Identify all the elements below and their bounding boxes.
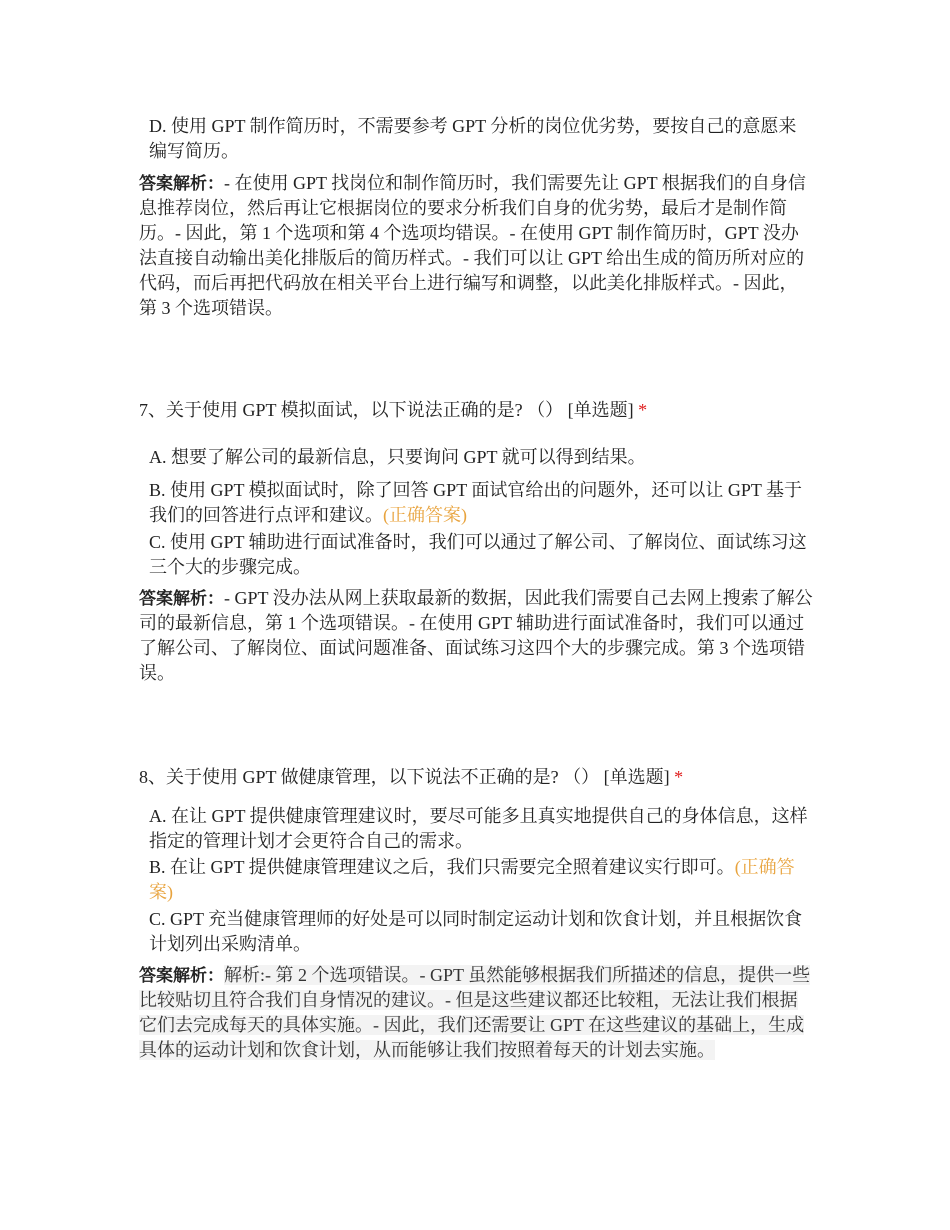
q8-option-b[interactable] — [139, 855, 814, 905]
q7-title — [139, 398, 814, 423]
q7-analysis-label: 答案解析： — [139, 589, 224, 608]
q8-analysis-text: 解析:- 第 2 个选项错误。- GPT 虽然能够根据我们所描述的信息，提供一些比较贴切且符合我们自身情况的建议。- 但是这些建议都还比较粗，无法让我们根据它们去完成每天的具体实施。- 因此，我们还需要让 GPT 在这些建议的基础上，生成具体的运动计划和饮食计划，从而能够让我们按照着每天的计划去实施。 — [139, 965, 811, 1060]
q8-option-c[interactable] — [139, 907, 814, 957]
q6-block — [139, 114, 814, 321]
q7-analysis — [139, 586, 814, 686]
q8-option-c-text: C. GPT 充当健康管理师的好处是可以同时制定运动计划和饮食计划，并且根据饮食计划列出采购清单。 — [149, 909, 803, 954]
q6-option-d[interactable] — [139, 114, 814, 164]
q8-analysis — [139, 963, 814, 1063]
q6-analysis-label: 答案解析： — [139, 174, 224, 193]
q8-correct-answer-tag: (正确答案) — [149, 857, 795, 902]
q7-option-b[interactable] — [139, 478, 814, 528]
q7-option-a-text: A. 想要了解公司的最新信息，只要询问 GPT 就可以得到结果。 — [149, 447, 646, 467]
q7-analysis-text: - GPT 没办法从网上获取最新的数据，因此我们需要自己去网上搜索了解公司的最新信息，第 1 个选项错误。- 在使用 GPT 辅助进行面试准备时，我们可以通过了解公司、了解岗位、面试问题准备、面试练习这四个大的步骤完成。第 3 个选项错误。 — [139, 588, 813, 683]
q8-option-a-text: A. 在让 GPT 提供健康管理建议时，要尽可能多且真实地提供自己的身体信息，这样指定的管理计划才会更符合自己的需求。 — [149, 806, 808, 851]
q7-block — [139, 398, 814, 686]
q7-required-mark: * — [638, 400, 648, 420]
q8-title — [139, 765, 814, 790]
q6-option-d-text: D. 使用 GPT 制作简历时，不需要参考 GPT 分析的岗位优劣势，要按自己的意愿来编写简历。 — [149, 116, 797, 161]
q8-analysis-label: 答案解析： — [139, 966, 224, 985]
q7-correct-answer-tag: (正确答案) — [383, 505, 467, 525]
q8-title-text: 8、关于使用 GPT 做健康管理，以下说法不正确的是? （） [单选题] — [139, 767, 670, 787]
q7-option-c[interactable] — [139, 530, 814, 580]
q7-option-b-text: B. 使用 GPT 模拟面试时，除了回答 GPT 面试官给出的问题外，还可以让 GPT 基于我们的回答进行点评和建议。 — [149, 480, 803, 525]
q7-option-c-text: C. 使用 GPT 辅助进行面试准备时，我们可以通过了解公司、了解岗位、面试练习这三个大的步骤完成。 — [149, 532, 807, 577]
q7-title-text: 7、关于使用 GPT 模拟面试，以下说法正确的是? （） [单选题] — [139, 400, 634, 420]
q6-analysis-text: - 在使用 GPT 找岗位和制作简历时，我们需要先让 GPT 根据我们的自身信息推荐岗位，然后再让它根据岗位的要求分析我们自身的优劣势，最后才是制作简历。- 因此，第 1 个选项和第 4 个选项均错误。- 在使用 GPT 制作简历时，GPT 没办法直接自动输出美化排版后的简历样式。- 我们可以让 GPT 给出生成的简历所对应的代码，而后再把代码放在相关平台上进行编写和调整，以此美化排版样式。- 因此，第 3 个选项错误。 — [139, 173, 806, 318]
q8-required-mark: * — [674, 767, 684, 787]
q6-analysis — [139, 171, 814, 321]
q7-option-a[interactable] — [139, 445, 814, 470]
q8-block — [139, 765, 814, 1063]
q8-option-b-text: B. 在让 GPT 提供健康管理建议之后，我们只需要完全照着建议实行即可。 — [149, 857, 735, 877]
q8-option-a[interactable] — [139, 804, 814, 854]
